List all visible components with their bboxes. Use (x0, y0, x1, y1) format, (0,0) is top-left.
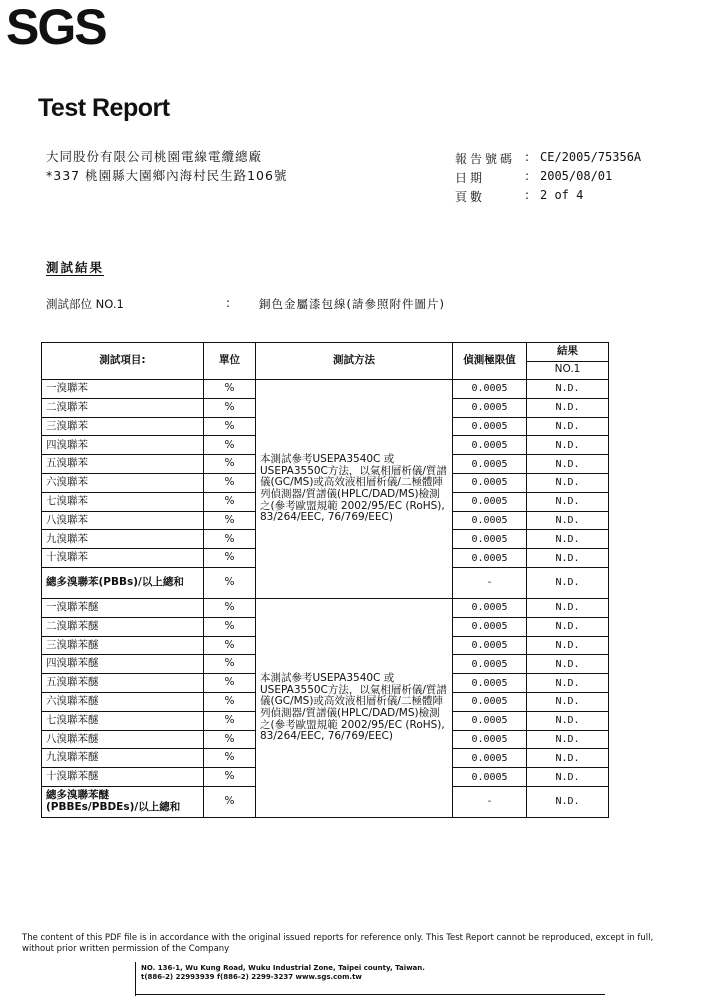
test-item: 總多溴聯苯醚(PBBEs/PBDEs)/以上總和 (42, 786, 204, 817)
detection-limit: 0.0005 (453, 598, 527, 617)
detection-limit: 0.0005 (453, 380, 527, 399)
test-item: 五溴聯苯醚 (42, 674, 204, 693)
meta-colon: : (525, 169, 530, 183)
detection-limit: 0.0005 (453, 617, 527, 636)
detection-limit: 0.0005 (453, 730, 527, 749)
test-item: 六溴聯苯醚 (42, 692, 204, 711)
report-number-value: CE/2005/75356A (540, 150, 642, 164)
footer-divider (135, 994, 605, 995)
test-item: 六溴聯苯 (42, 473, 204, 492)
footer-address (141, 964, 425, 983)
detection-limit: 0.0005 (453, 417, 527, 436)
table-row (42, 598, 609, 617)
result-value: N.D. (527, 530, 609, 549)
unit: % (204, 749, 256, 768)
test-part-label: 測試部位 NO.1 (46, 297, 124, 311)
detection-limit: 0.0005 (453, 398, 527, 417)
test-item: 十溴聯苯醚 (42, 768, 204, 787)
test-part-value: 銅色金屬漆包線(請參照附件圖片) (259, 297, 445, 311)
unit: % (204, 674, 256, 693)
test-item: 八溴聯苯醚 (42, 730, 204, 749)
result-value: N.D. (527, 730, 609, 749)
result-value: N.D. (527, 786, 609, 817)
unit: % (204, 598, 256, 617)
test-item: 七溴聯苯醚 (42, 711, 204, 730)
test-item: 四溴聯苯醚 (42, 655, 204, 674)
page-label: 頁數 (455, 190, 486, 204)
result-value: N.D. (527, 473, 609, 492)
page-value: 2 of 4 (540, 188, 584, 202)
test-part-colon: : (226, 296, 231, 310)
test-item: 十溴聯苯 (42, 549, 204, 568)
date-value: 2005/08/01 (540, 169, 613, 183)
header-result: 結果 (527, 343, 609, 362)
result-value: N.D. (527, 692, 609, 711)
test-item: 四溴聯苯 (42, 436, 204, 455)
header-limit: 偵測極限值 (453, 343, 527, 380)
test-item: 八溴聯苯 (42, 511, 204, 530)
test-item: 九溴聯苯醚 (42, 749, 204, 768)
result-value: N.D. (527, 749, 609, 768)
meta-colon: : (525, 188, 530, 202)
unit: % (204, 530, 256, 549)
detection-limit: 0.0005 (453, 549, 527, 568)
detection-limit: 0.0005 (453, 436, 527, 455)
footer-divider (135, 962, 136, 996)
result-value: N.D. (527, 549, 609, 568)
unit: % (204, 768, 256, 787)
meta-colon: : (525, 150, 530, 164)
result-value: N.D. (527, 655, 609, 674)
test-item: 五溴聯苯 (42, 455, 204, 474)
detection-limit: 0.0005 (453, 749, 527, 768)
date-label: 日期 (455, 171, 486, 185)
header-unit: 單位 (204, 343, 256, 380)
result-value: N.D. (527, 511, 609, 530)
result-value: N.D. (527, 636, 609, 655)
result-value: N.D. (527, 598, 609, 617)
test-item: 總多溴聯苯(PBBs)/以上總和 (42, 567, 204, 598)
report-title: Test Report (38, 94, 170, 122)
detection-limit: 0.0005 (453, 636, 527, 655)
detection-limit: 0.0005 (453, 492, 527, 511)
footer-address-line1: NO. 136-1, Wu Kung Road, Wuku Industrial Zone, Taipei county, Taiwan. (141, 964, 425, 972)
result-value: N.D. (527, 398, 609, 417)
unit: % (204, 455, 256, 474)
unit: % (204, 730, 256, 749)
test-item: 一溴聯苯 (42, 380, 204, 399)
result-value: N.D. (527, 617, 609, 636)
header-result-sub: NO.1 (527, 361, 609, 380)
detection-limit: 0.0005 (453, 692, 527, 711)
test-method: 本測試參考USEPA3540C 或USEPA3550C方法，以氣相層析儀/質譜儀(GC/MS)或高效液相層析儀/二極體陣列偵測器/質譜儀(HPLC/DAD/MS)檢測之(參考歐盟規範 2002/95/EC (RoHS), 83/264/EEC, 76/769/EEC) (256, 380, 453, 599)
detection-limit: 0.0005 (453, 768, 527, 787)
test-item: 三溴聯苯 (42, 417, 204, 436)
report-number-label: 報告號碼 (455, 152, 516, 166)
unit: % (204, 786, 256, 817)
results-table (41, 342, 609, 818)
detection-limit: 0.0005 (453, 511, 527, 530)
unit: % (204, 655, 256, 674)
result-value: N.D. (527, 768, 609, 787)
company-address: *337 桃園縣大園鄉內海村民生路106號 (46, 168, 288, 183)
unit: % (204, 511, 256, 530)
header-method: 測試方法 (256, 343, 453, 380)
unit: % (204, 417, 256, 436)
detection-limit: 0.0005 (453, 655, 527, 674)
unit: % (204, 473, 256, 492)
detection-limit: 0.0005 (453, 530, 527, 549)
unit: % (204, 549, 256, 568)
header-item: 測試項目: (42, 343, 204, 380)
detection-limit: 0.0005 (453, 674, 527, 693)
unit: % (204, 398, 256, 417)
result-value: N.D. (527, 711, 609, 730)
test-method: 本測試參考USEPA3540C 或USEPA3550C方法，以氣相層析儀/質譜儀(GC/MS)或高效液相層析儀/二極體陣列偵測器/質譜儀(HPLC/DAD/MS)檢測之(參考歐盟規範 2002/95/EC (RoHS), 83/264/EEC, 76/769/EEC) (256, 598, 453, 817)
detection-limit: 0.0005 (453, 473, 527, 492)
test-item: 三溴聯苯醚 (42, 636, 204, 655)
unit: % (204, 636, 256, 655)
result-value: N.D. (527, 380, 609, 399)
detection-limit: - (453, 567, 527, 598)
unit: % (204, 692, 256, 711)
result-value: N.D. (527, 455, 609, 474)
result-value: N.D. (527, 492, 609, 511)
company-name: 大同股份有限公司桃園電線電纜總廠 (46, 149, 263, 164)
result-value: N.D. (527, 417, 609, 436)
section-title: 測試結果 (46, 260, 105, 275)
result-value: N.D. (527, 674, 609, 693)
test-item: 一溴聯苯醚 (42, 598, 204, 617)
footer-address-line2: t(886-2) 22993939 f(886-2) 2299-3237 www.sgs.com.tw (141, 973, 362, 982)
footer-disclaimer: The content of this PDF file is in accordance with the original issued reports for reference only. This Test Report cannot be reproduced, except in full, without prior written permission of the Company (22, 933, 654, 954)
result-value: N.D. (527, 567, 609, 598)
detection-limit: - (453, 786, 527, 817)
sgs-logo: SGS (6, 0, 106, 55)
unit: % (204, 492, 256, 511)
test-item: 二溴聯苯醚 (42, 617, 204, 636)
unit: % (204, 436, 256, 455)
unit: % (204, 617, 256, 636)
unit: % (204, 711, 256, 730)
table-row (42, 380, 609, 399)
unit: % (204, 567, 256, 598)
detection-limit: 0.0005 (453, 455, 527, 474)
test-item: 九溴聯苯 (42, 530, 204, 549)
detection-limit: 0.0005 (453, 711, 527, 730)
result-value: N.D. (527, 436, 609, 455)
test-item: 二溴聯苯 (42, 398, 204, 417)
test-item: 七溴聯苯 (42, 492, 204, 511)
unit: % (204, 380, 256, 399)
